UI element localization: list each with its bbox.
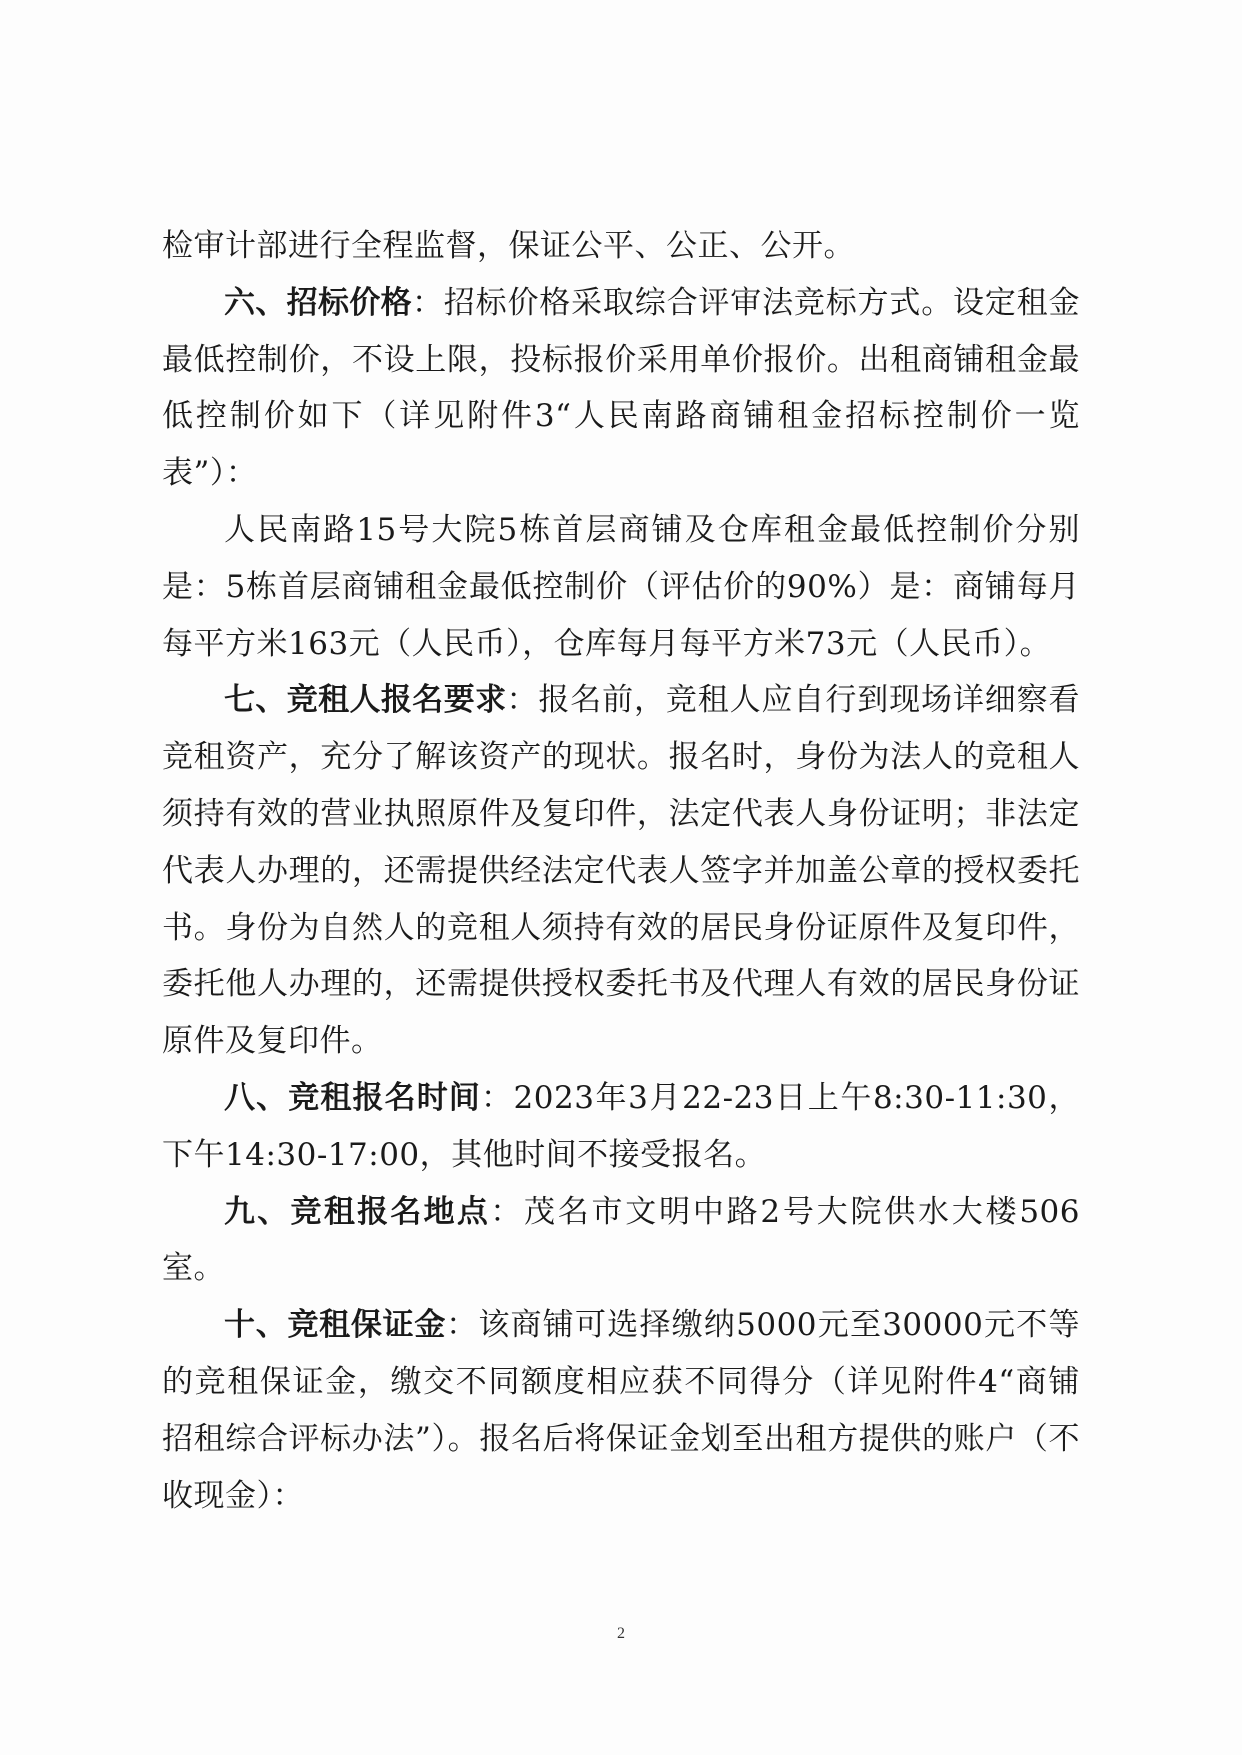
section-heading-registration-requirements: 七、竞租人报名要求 bbox=[224, 682, 507, 719]
section-heading-registration-location: 九、竞租报名地点 bbox=[224, 1193, 491, 1230]
document-body bbox=[162, 218, 1080, 1524]
paragraph-text: ：招标价格采取综合评审法竞标方式。设定租金最低控制价，不设上限，投标报价采用单价报价。出租商铺租金最低控制价如下（详见附件3“人民南路商铺租金招标控制价一览表”）： bbox=[162, 284, 1081, 492]
paragraph-registration-location bbox=[162, 1184, 1080, 1298]
section-heading-registration-time: 八、竞租报名时间 bbox=[224, 1079, 481, 1116]
paragraph-audit-supervision bbox=[162, 218, 1080, 275]
paragraph-text: ：报名前，竞租人应自行到现场详细察看竞租资产，充分了解该资产的现状。报名时，身份为法人的竞租人须持有效的营业执照原件及复印件，法定代表人身份证明；非法定代表人办理的，还需提供经法定代表人签字并加盖公章的授权委托书。身份为自然人的竞租人须持有效的居民身份证原件及复印件，委托他人办理的，还需提供授权委托书及代理人有效的居民身份证原件及复印件。 bbox=[162, 682, 1081, 1060]
paragraph-text: ：该商铺可选择缴纳5000元至30000元不等的竞租保证金，缴交不同额度相应获不同得分（详见附件4“商铺招租综合评标办法”）。报名后将保证金划至出租方提供的账户（不收现金）： bbox=[162, 1307, 1080, 1514]
paragraph-bid-price bbox=[162, 275, 1080, 502]
paragraph-text: ：2023年3月22-23日上午8:30-11:30，下午14:30-17:00，其他时间不接受报名。 bbox=[162, 1079, 1080, 1173]
paragraph-registration-time bbox=[162, 1070, 1080, 1184]
page-number: 2 bbox=[617, 1625, 625, 1642]
paragraph-text: ：茂名市文明中路2号大院供水大楼506室。 bbox=[162, 1193, 1080, 1287]
section-heading-deposit: 十、竞租保证金 bbox=[224, 1307, 447, 1344]
paragraph-registration-requirements bbox=[162, 672, 1080, 1070]
paragraph-minimum-price bbox=[162, 502, 1080, 672]
paragraph-text: 人民南路15号大院5栋首层商铺及仓库租金最低控制价分别是：5栋首层商铺租金最低控制价（评估价的90%）是：商铺每月每平方米163元（人民币），仓库每月每平方米73元（人民币）。 bbox=[162, 511, 1080, 662]
paragraph-text: 检审计部进行全程监督，保证公平、公正、公开。 bbox=[162, 228, 855, 264]
paragraph-deposit bbox=[162, 1297, 1080, 1524]
section-heading-bid-price: 六、招标价格 bbox=[224, 284, 412, 321]
